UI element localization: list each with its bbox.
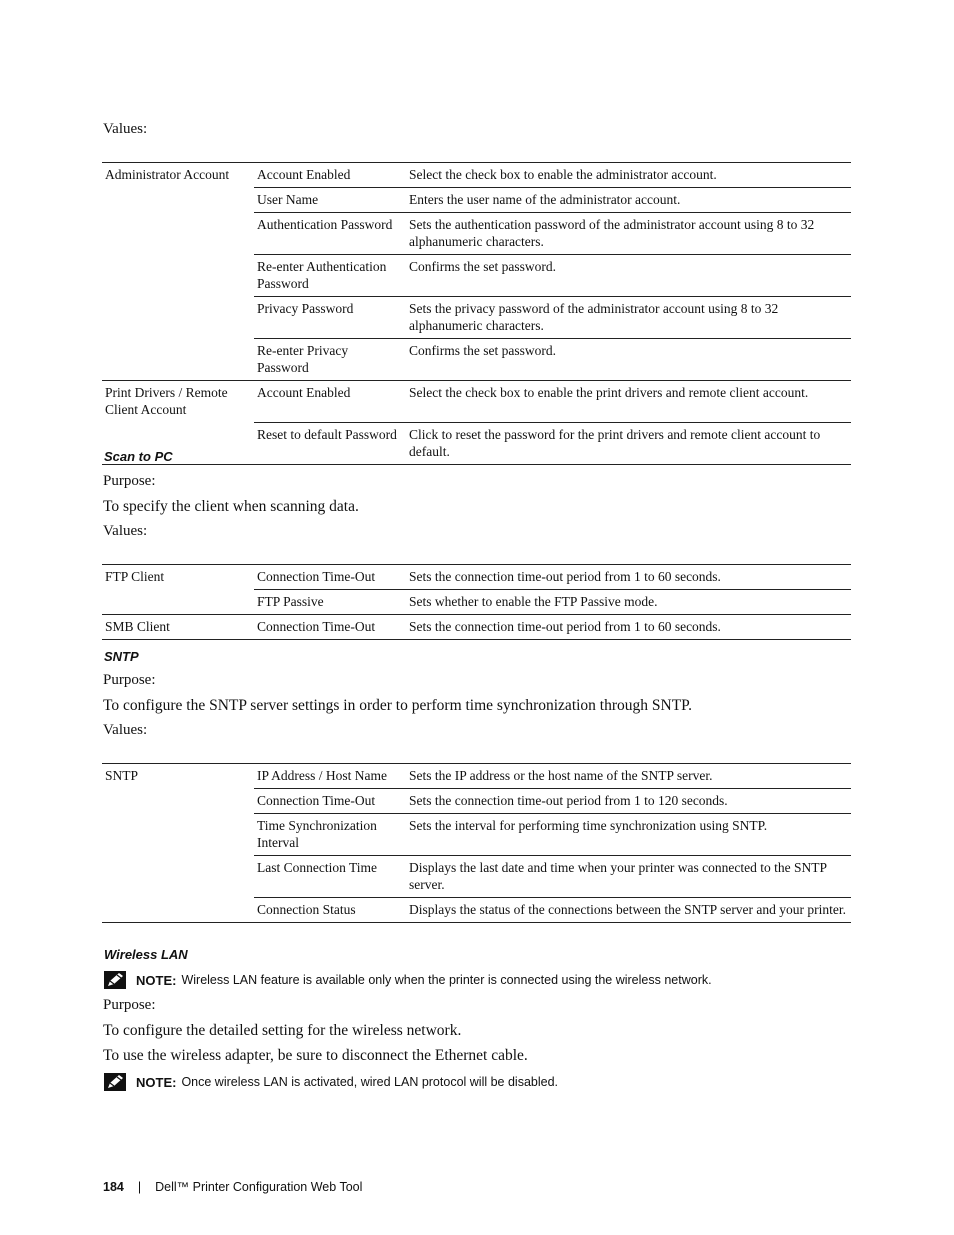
table-cell-desc: Sets the authentication password of the administrator account using 8 to 32 alphanumeric characters.: [406, 213, 851, 255]
table-row: [102, 297, 851, 339]
table-cell-group: [102, 789, 254, 814]
table-row: [102, 814, 851, 856]
note-label: NOTE:: [136, 1074, 177, 1090]
table-row: [102, 163, 851, 188]
table-cell-group: [102, 188, 254, 213]
table-cell-desc: Sets the interval for performing time synchronization using SNTP.: [406, 814, 851, 856]
wireless-note-1: [104, 971, 712, 989]
note-label: NOTE:: [136, 972, 177, 988]
table-row: [102, 764, 851, 789]
table-cell-desc: Sets the privacy password of the administrator account using 8 to 32 alphanumeric characters.: [406, 297, 851, 339]
page-footer: [103, 1180, 362, 1194]
note-text: Once wireless LAN is activated, wired LAN protocol will be disabled.: [181, 1075, 559, 1089]
table-cell-item: Time Synchronization Interval: [254, 814, 406, 856]
note-text: Wireless LAN feature is available only when the printer is connected using the wireless network.: [181, 973, 712, 987]
table-cell-desc: Displays the status of the connections between the SNTP server and your printer.: [406, 898, 851, 923]
table-row: [102, 188, 851, 213]
table-cell-group: Administrator Account: [105, 167, 230, 182]
table-cell-group: SNTP: [105, 768, 139, 783]
purpose-label-scan: Purpose:: [103, 473, 156, 489]
table-cell-group: [102, 255, 254, 297]
table-row: [102, 339, 851, 381]
table-row: [102, 381, 851, 423]
table-cell-group: [102, 898, 254, 923]
table-cell-desc: Confirms the set password.: [406, 255, 851, 297]
table-cell-item: Connection Status: [254, 898, 406, 923]
table-cell-item: Account Enabled: [254, 381, 406, 423]
table-cell-group: [102, 814, 254, 856]
table-cell-item: Last Connection Time: [254, 856, 406, 898]
table-cell-item: User Name: [254, 188, 406, 213]
wireless-note-2: [104, 1073, 558, 1091]
table-cell-group: [102, 590, 254, 615]
table-cell-group: [102, 297, 254, 339]
purpose-label-wireless: Purpose:: [103, 997, 156, 1013]
table-cell-item: Account Enabled: [257, 167, 351, 182]
page-number: 184: [103, 1180, 124, 1194]
table-cell-group: [102, 339, 254, 381]
table-cell-group: [102, 213, 254, 255]
scan-purpose-text: To specify the client when scanning data.: [103, 498, 359, 515]
table-cell-item: IP Address / Host Name: [257, 768, 387, 783]
purpose-label-sntp: Purpose:: [103, 672, 156, 688]
table-row: [102, 615, 851, 640]
table-cell-desc: Confirms the set password.: [406, 339, 851, 381]
table-cell-desc: Sets the connection time-out period from 1 to 60 seconds.: [406, 615, 851, 640]
values-label-scan: Values:: [103, 523, 148, 539]
admin-account-table: [102, 162, 851, 465]
table-cell-item: Re-enter Authentication Password: [254, 255, 406, 297]
table-cell-desc: Sets whether to enable the FTP Passive mode.: [406, 590, 851, 615]
values-label-1: Values:: [103, 121, 148, 137]
table-row: [102, 255, 851, 297]
table-cell-group: FTP Client: [105, 569, 165, 584]
sntp-heading: SNTP: [104, 649, 139, 664]
table-cell-group: [102, 856, 254, 898]
table-cell-desc: Select the check box to enable the print drivers and remote client account.: [406, 381, 851, 423]
table-cell-group: SMB Client: [102, 615, 254, 640]
table-row: [102, 565, 851, 590]
footer-separator: |: [137, 1180, 142, 1194]
table-cell-desc: Sets the connection time-out period from 1 to 60 seconds.: [409, 569, 721, 584]
scan-to-pc-table: [102, 564, 851, 640]
table-cell-desc: Select the check box to enable the administrator account.: [409, 167, 717, 182]
table-row: [102, 213, 851, 255]
table-cell-item: Connection Time-Out: [254, 789, 406, 814]
table-row: [102, 898, 851, 923]
table-row: [102, 422, 851, 464]
table-row: [102, 590, 851, 615]
footer-title: Dell™ Printer Configuration Web Tool: [155, 1180, 363, 1194]
table-row: [102, 856, 851, 898]
sntp-purpose-text: To configure the SNTP server settings in order to perform time synchronization through SNTP.: [103, 697, 692, 714]
table-cell-group: Print Drivers / Remote Client Account: [102, 381, 254, 423]
table-cell-desc: Displays the last date and time when your printer was connected to the SNTP server.: [406, 856, 851, 898]
table-cell-desc: Sets the IP address or the host name of the SNTP server.: [409, 768, 713, 783]
wireless-purpose-text-2: To use the wireless adapter, be sure to disconnect the Ethernet cable.: [103, 1047, 528, 1064]
table-cell-item: Reset to default Password: [254, 422, 406, 464]
note-pencil-icon: [104, 1073, 126, 1091]
wireless-lan-heading: Wireless LAN: [104, 947, 188, 962]
table-cell-desc: Click to reset the password for the print drivers and remote client account to default.: [406, 422, 851, 464]
table-cell-desc: Sets the connection time-out period from 1 to 120 seconds.: [406, 789, 851, 814]
sntp-table: [102, 763, 851, 923]
table-cell-item: Connection Time-Out: [254, 615, 406, 640]
table-row: [102, 789, 851, 814]
note-pencil-icon: [104, 971, 126, 989]
table-cell-item: Connection Time-Out: [257, 569, 376, 584]
table-cell-item: FTP Passive: [254, 590, 406, 615]
table-cell-item: Re-enter Privacy Password: [254, 339, 406, 381]
values-label-sntp: Values:: [103, 722, 148, 738]
wireless-purpose-text-1: To configure the detailed setting for the wireless network.: [103, 1022, 462, 1039]
scan-to-pc-heading: Scan to PC: [104, 449, 173, 464]
table-cell-item: Privacy Password: [254, 297, 406, 339]
table-cell-item: Authentication Password: [254, 213, 406, 255]
table-cell-desc: Enters the user name of the administrator account.: [406, 188, 851, 213]
